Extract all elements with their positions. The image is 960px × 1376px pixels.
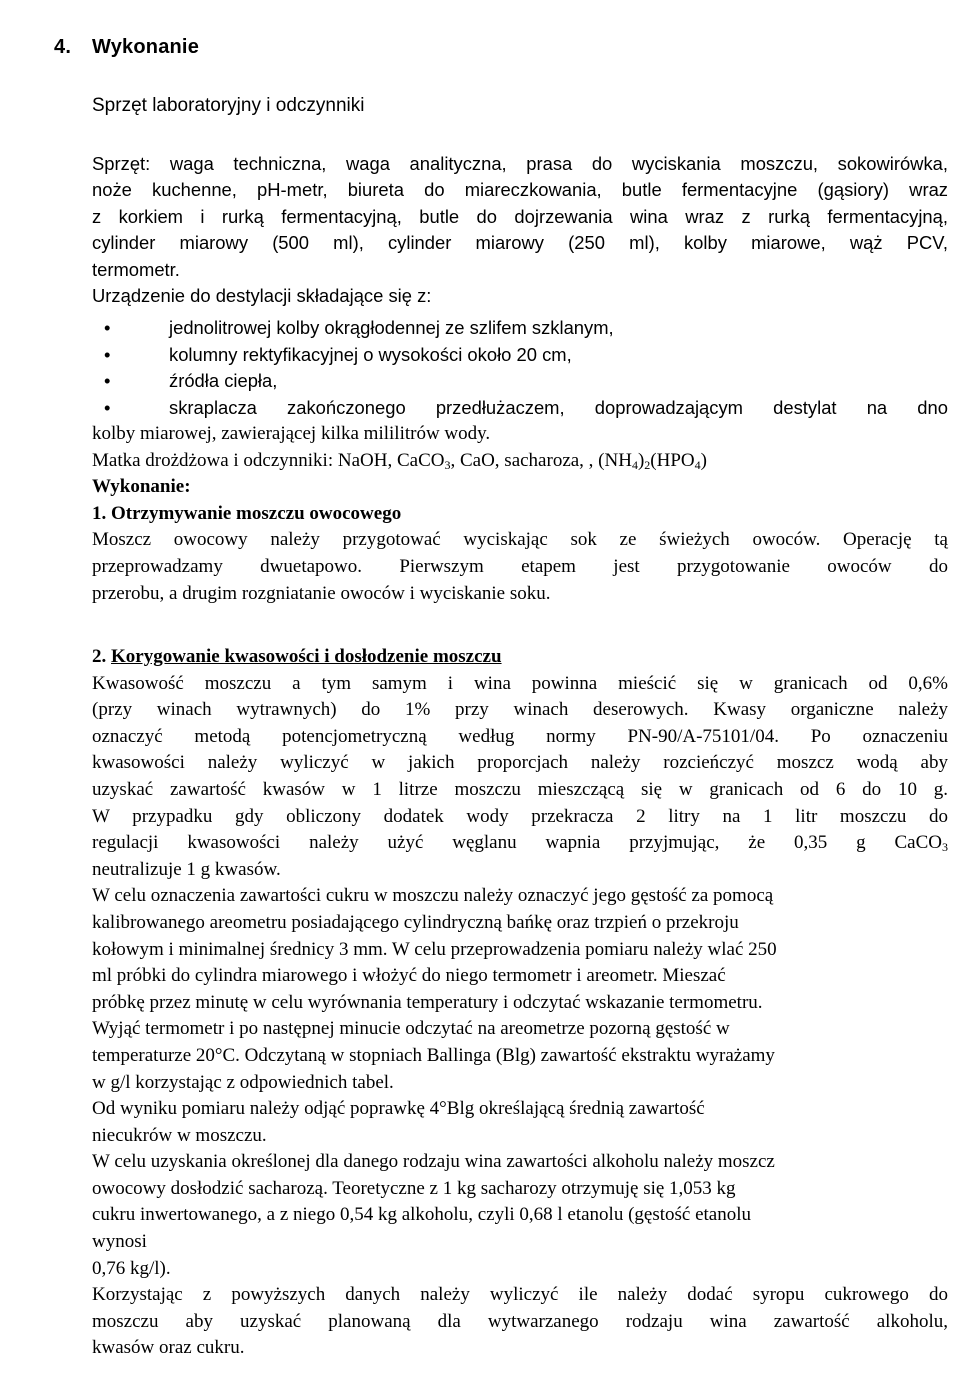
text-line: przeprowadzamy dwuetapowo. Pierwszym etapem jest przygotowanie owoców do (92, 555, 948, 577)
subscript: 4 (631, 457, 638, 472)
caco3-line (92, 830, 948, 857)
reagents-text: Matka drożdżowa i odczynniki: NaOH, CaCO (92, 449, 445, 471)
list-item-text: źródła ciepła, (169, 370, 278, 391)
text-line: kwasów oraz cukru. (92, 1337, 245, 1359)
bullet-icon: • (104, 370, 111, 391)
text-line: Sprzęt: waga techniczna, waga analityczna, prasa do wyciskania moszczu, sokowirówka, (92, 153, 948, 174)
text-line: Korzystając z powyższych danych należy wyliczyć ile należy dodać syropu cukrowego do (92, 1284, 948, 1306)
text-line: cylinder miarowy (500 ml), cylinder miarowy (250 ml), kolby miarowe, wąż PCV, (92, 232, 948, 254)
text-line: W przypadku gdy obliczony dodatek wody przekracza 2 litry na 1 litr moszczu do (92, 805, 948, 827)
text-line: Kwasowość moszczu a tym samym i wina powinna mieścić się w granicach od 0,6% (92, 672, 948, 694)
text-line: kwasowości należy wyliczyć w jakich proporcjach należy rozcieńczyć moszcz wodą aby (92, 752, 948, 774)
text-line: W celu oznaczenia zawartości cukru w moszczu należy oznaczyć jego gęstość za pomocą (92, 885, 774, 907)
text-line: Od wyniku pomiaru należy odjąć poprawkę 4°Blg określającą średnią zawartość (92, 1098, 705, 1120)
bullet-continuation: kolby miarowej, zawierającej kilka mililitrów wody. (92, 423, 491, 444)
step2-title: Korygowanie kwasowości i dosłodzenie moszczu (111, 646, 502, 667)
subscript: 4 (694, 457, 701, 472)
section-number: 4. (54, 36, 72, 58)
text-line: owocowy dosłodzić sacharozą. Teoretyczne z 1 kg sacharozy otrzymuję się 1,053 kg (92, 1177, 736, 1199)
text-line: termometr. (92, 258, 180, 280)
reagents-text: , CaO, sacharoza, , (NH (450, 449, 632, 471)
text-line: próbkę przez minutę w celu wyrównania temperatury i odczytać wskazanie termometru. (92, 991, 763, 1013)
text-line: W celu uzyskania określonej dla danego rodzaju wina zawartości alkoholu należy moszcz (92, 1151, 775, 1173)
equipment-paragraph (92, 151, 948, 309)
caco3-text: regulacji kwasowości należy użyć węglanu wapnia przyjmując, że 0,35 g CaCO (92, 832, 942, 854)
subscript: 3 (942, 840, 948, 855)
section-subtitle: Sprzęt laboratoryjny i odczynniki (92, 95, 365, 116)
text-line: niecukrów w moszczu. (92, 1124, 267, 1146)
step2-heading (92, 644, 948, 671)
step2-block (92, 644, 948, 1362)
step1-number: 1. (92, 502, 107, 524)
list-item-text: skraplacza zakończonego przedłużaczem, doprowadzającym destylat na dno (169, 397, 948, 418)
bullet-icon: • (104, 397, 111, 418)
text-line: uzyskać zawartość kwasów w 1 litrze moszczu mieszczącą się w granicach od 6 do 10 g. (92, 778, 948, 800)
reagents-text: ) (637, 449, 645, 471)
text-line: 0,76 kg/l). (92, 1257, 171, 1279)
list-item-text: kolumny rektyfikacyjnej o wysokości około 20 cm, (169, 344, 572, 365)
text-line: wynosi (92, 1231, 147, 1253)
text-line: (przy winach wytrawnych) do 1% przy winach deserowych. Kwasy organiczne należy (92, 699, 948, 721)
text-line: moszczu aby uzyskać planowaną dla wytwarzanego rodzaju wina zawartość alkoholu, (92, 1310, 948, 1332)
bullet-icon: • (104, 317, 111, 338)
section-heading (54, 36, 199, 59)
text-line: noże kuchenne, pH-metr, biureta do miareczkowania, butle fermentacyjne (gąsiory) wraz (92, 179, 948, 201)
subscript: 2 (644, 457, 651, 472)
step1-heading (92, 501, 948, 528)
text-line: temperaturze 20°C. Odczytaną w stopniach Ballinga (Blg) zawartość ekstraktu wyrażamy (92, 1044, 775, 1066)
reagents-text: ) (700, 449, 707, 471)
text-line: z korkiem i rurką fermentacyjną, butle do dojrzewania wina wraz z rurką fermentacyjną, (92, 205, 948, 227)
text-line: w g/l korzystając z odpowiednich tabel. (92, 1071, 394, 1093)
step2-number: 2. (92, 646, 107, 667)
step1-title: Otrzymywanie moszczu owocowego (111, 502, 402, 524)
reagents-block (92, 421, 948, 607)
text-line: ml próbki do cylindra miarowego i włożyć do niego termometr i areometr. Mieszać (92, 965, 726, 987)
text-line: kalibrowanego areometru posiadającego cylindryczną bańkę oraz trzpień o przekroju (92, 911, 739, 933)
list-item-text: jednolitrowej kolby okrągłodennej ze szlifem szklanym, (169, 317, 614, 338)
text-line: cukru inwertowanego, a z niego 0,54 kg alkoholu, czyli 0,68 l etanolu (gęstość etanolu (92, 1204, 752, 1226)
procedure-label: Wykonanie: (92, 476, 191, 498)
reagents-text: (HPO (650, 449, 695, 471)
text-line: Wyjąć termometr i po następnej minucie odczytać na areometrze pozorną gęstość w (92, 1018, 730, 1040)
text-line: przerobu, a drugim rozgniatanie owoców i wyciskanie soku. (92, 582, 551, 604)
text-line: kołowym i minimalnej średnicy 3 mm. W celu przeprowadzenia pomiaru należy wlać 250 (92, 938, 777, 960)
reagents-line (92, 448, 948, 475)
distillation-intro: Urządzenie do destylacji składające się z: (92, 285, 432, 307)
section-title: Wykonanie (92, 36, 200, 58)
text-line: oznaczyć metodą potencjometryczną według normy PN-90/A-75101/04. Po oznaczeniu (92, 725, 948, 747)
subscript: 3 (444, 457, 451, 472)
text-line: Moszcz owocowy należy przygotować wyciskając sok ze świeżych owoców. Operację tą (92, 529, 948, 551)
text-line: neutralizuje 1 g kwasów. (92, 858, 281, 880)
bullet-icon: • (104, 344, 111, 365)
